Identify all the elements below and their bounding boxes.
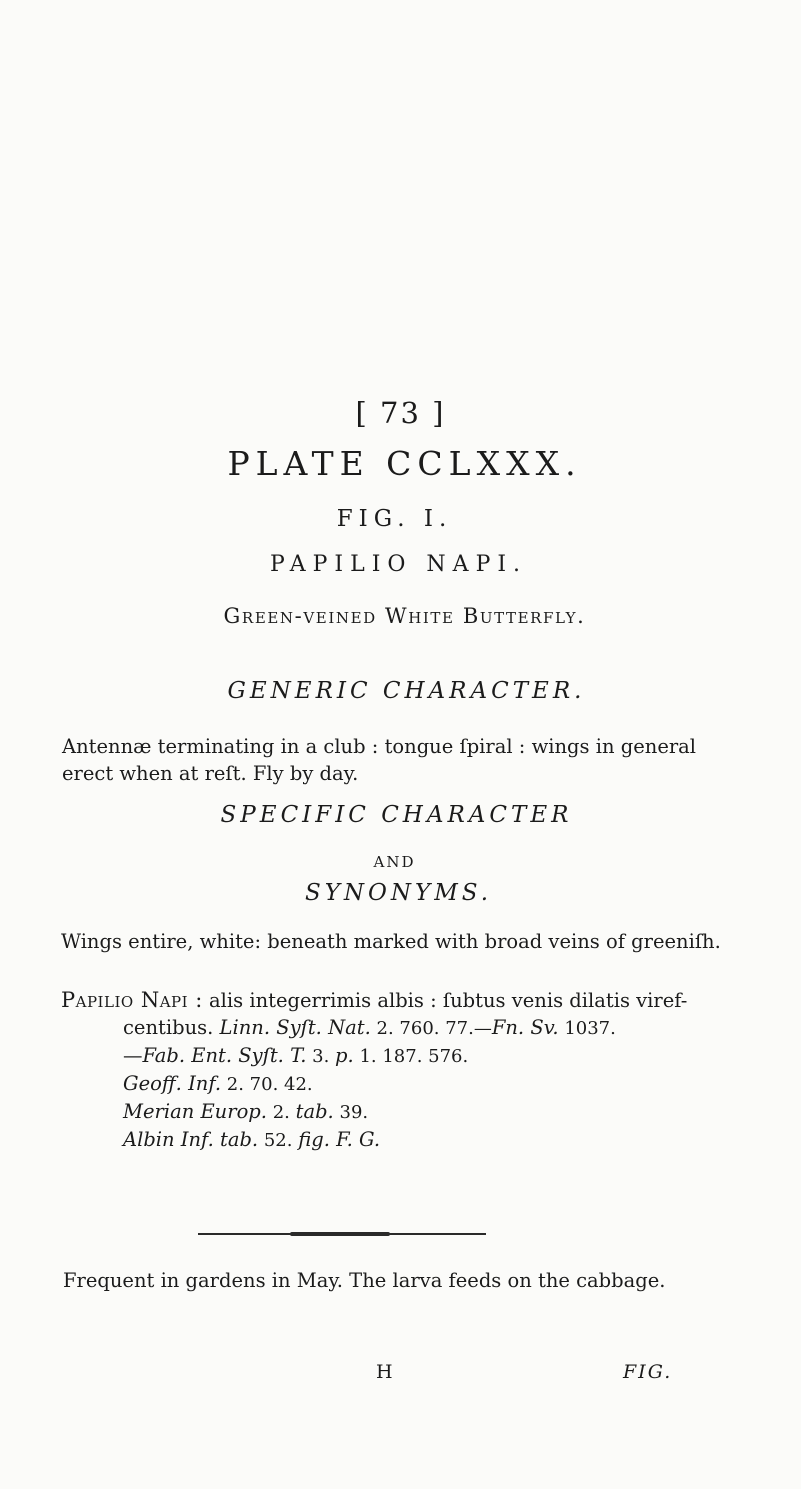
reference-fabricius: Fab. Ent. Syſt. T. [142, 1044, 307, 1067]
signature-mark: H [376, 1361, 395, 1383]
reference-fabricius-tail: 1. 187. 576. [353, 1046, 469, 1067]
reference-linnaeus-num: 2. 760. 77.— [370, 1018, 492, 1039]
reference-fauna-suecica-num: 1037. [558, 1018, 616, 1039]
habitat-note: Frequent in gardens in May. The larva feeds on the cabbage. [63, 1269, 666, 1292]
reference-merian-tab: tab. [295, 1100, 334, 1123]
latin-synonyms [61, 987, 687, 1154]
reference-merian: Merian Europ. [123, 1100, 267, 1123]
dash: — [123, 1044, 143, 1067]
reference-linnaeus: Linn. Syſt. Nat. [219, 1016, 371, 1039]
reference-geoffroy-num: 2. 70. 42. [221, 1074, 313, 1095]
latin-line-5 [61, 1098, 687, 1126]
section-divider-swell [290, 1232, 390, 1236]
latin-line-2-plain: centibus. [123, 1016, 220, 1039]
specific-character-text: Wings entire, white: beneath marked with broad veins of greeniſh. [61, 930, 721, 953]
reference-albin-fig: fig. F. G. [298, 1128, 381, 1151]
latin-line-2 [61, 1014, 687, 1042]
reference-geoffroy: Geoff. Inf. [123, 1072, 222, 1095]
reference-merian-num: 2. [266, 1102, 296, 1123]
synonyms-heading: SYNONYMS. [304, 880, 493, 906]
common-name: Green-veined White Butterfly. [223, 604, 586, 628]
reference-fabricius-num: 3. [306, 1046, 336, 1067]
generic-line-1: Antennæ terminating in a club : tongue ſpiral : wings in general [62, 735, 697, 758]
and-label: AND [373, 853, 416, 871]
species-name: PAPILIO NAPI. [269, 552, 528, 577]
reference-fauna-suecica: Fn. Sv. [491, 1016, 559, 1039]
specific-character-heading: SPECIFIC CHARACTER [220, 802, 573, 828]
reference-albin-num: 52. [258, 1130, 299, 1151]
page-number: [ 73 ] [355, 396, 446, 430]
latin-line-6 [61, 1126, 687, 1154]
latin-lead: Papilio Napi : [61, 988, 203, 1012]
latin-line-1-rest: alis integerrimis albis : ſubtus venis dilatis viref- [202, 989, 688, 1012]
generic-character-text [62, 733, 696, 787]
generic-character-heading: GENERIC CHARACTER. [227, 678, 586, 704]
latin-line-3 [61, 1042, 687, 1070]
figure-label: FIG. I. [336, 506, 453, 532]
latin-line-4 [61, 1070, 687, 1098]
generic-line-2: erect when at reſt. Fly by day. [62, 762, 359, 785]
reference-albin: Albin Inf. tab. [123, 1128, 259, 1151]
plate-title: PLATE CCLXXX. [227, 444, 582, 483]
reference-merian-tail: 39. [333, 1102, 369, 1123]
latin-line-1 [61, 987, 687, 1014]
reference-fabricius-p: p. [335, 1044, 354, 1067]
catchword: FIG. [623, 1361, 673, 1383]
